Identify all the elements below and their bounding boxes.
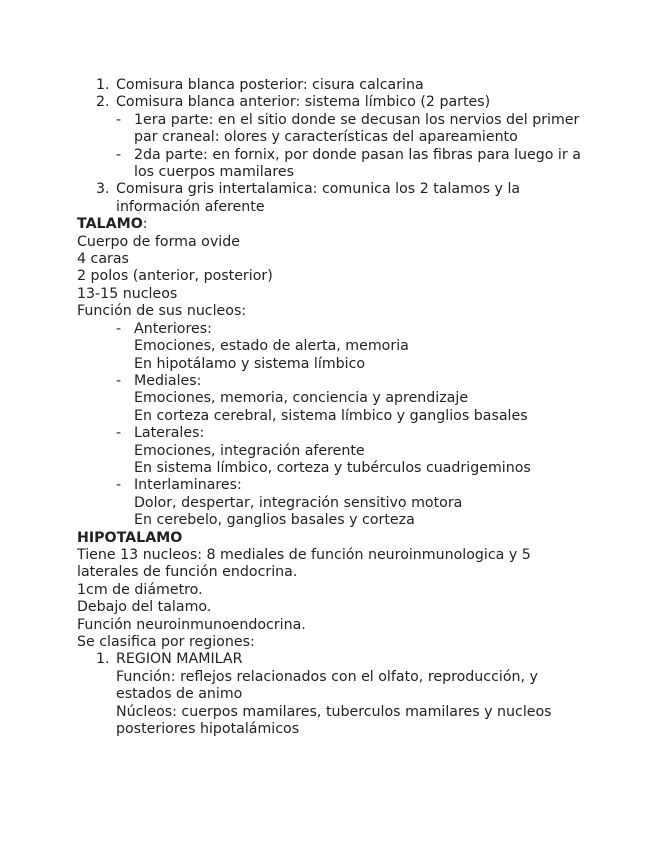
paragraph-line: 13-15 nucleos (77, 285, 178, 302)
list-item-comisura-gris (77, 181, 587, 216)
list-number: 1. (96, 651, 110, 668)
nucleus-location: En cerebelo, ganglios basales y corteza (134, 512, 415, 529)
nucleus-item-anteriores (77, 321, 587, 373)
paragraph-line: Se clasifica por regiones: (77, 634, 255, 650)
paragraph-line: 2 polos (anterior, posterior) (77, 268, 273, 285)
region-function: Función: reflejos relacionados con el olfato, reproducción, y estados de animo (116, 668, 538, 703)
dash-marker: - (116, 425, 122, 442)
nucleus-item-laterales (77, 425, 587, 477)
nucleus-item-mediales (77, 373, 587, 425)
list-item-comisura-anterior (77, 94, 587, 111)
nucleus-item-interlaminares (77, 477, 587, 529)
dash-marker: - (116, 372, 122, 389)
region-item-mamilar (77, 651, 587, 738)
nucleus-function: Emociones, memoria, conciencia y aprendizaje (134, 390, 469, 407)
dash-marker: - (116, 320, 122, 337)
nucleus-function: Emociones, integración aferente (134, 442, 365, 459)
paragraph-line: Debajo del talamo. (77, 599, 212, 616)
paragraph-line: 1cm de diámetro. (77, 581, 203, 598)
paragraph-line: Función neuroinmunoendocrina. (77, 616, 306, 633)
nucleus-function: Dolor, despertar, integración sensitivo motora (134, 494, 463, 511)
sub-list-item-primera-parte (77, 112, 587, 147)
list-number: 3. (96, 181, 110, 198)
list-item-text: Comisura gris intertalamica: comunica los 2 talamos y la información aferente (116, 181, 521, 215)
nucleus-name: Anteriores: (134, 320, 212, 337)
heading-colon: : (142, 216, 148, 233)
region-nuclei: Núcleos: cuerpos mamilares, tuberculos mamilares y nucleos posteriores hipotalámicos (116, 703, 552, 738)
nucleus-name: Interlaminares: (134, 477, 242, 494)
document-content (77, 77, 587, 738)
heading-text: TALAMO (77, 216, 143, 233)
sub-list-item-text: 1era parte: en el sitio donde se decusan los nervios del primer par craneal: olores y características del apareamiento (134, 111, 580, 146)
nucleus-function: Emociones, estado de alerta, memoria (134, 338, 409, 355)
list-item-comisura-posterior (77, 77, 587, 94)
nucleus-location: En corteza cerebral, sistema límbico y ganglios basales (134, 407, 528, 424)
dash-marker: - (116, 477, 122, 494)
dash-marker: - (116, 146, 122, 163)
list-number: 1. (96, 77, 110, 93)
sub-list-item-text: 2da parte: en fornix, por donde pasan las fibras para luego ir a los cuerpos mamilares (134, 146, 581, 181)
region-name: REGION MAMILAR (116, 651, 243, 668)
sub-list-item-segunda-parte (77, 147, 587, 182)
list-number: 2. (96, 94, 110, 111)
nucleus-location: En hipotálamo y sistema límbico (134, 355, 366, 372)
nucleus-location: En sistema límbico, corteza y tubérculos cuadrigeminos (134, 459, 531, 476)
paragraph-line: 4 caras (77, 251, 129, 268)
list-item-text: Comisura blanca posterior: cisura calcarina (116, 77, 424, 93)
nucleus-name: Mediales: (134, 372, 202, 389)
section-heading-hipotalamo: HIPOTALAMO (77, 529, 183, 546)
section-heading-talamo (77, 216, 587, 233)
paragraph-line: Cuerpo de forma ovide (77, 233, 240, 250)
paragraph-line: Función de sus nucleos: (77, 303, 247, 320)
paragraph-line: Tiene 13 nucleos: 8 mediales de función neuroinmunologica y 5 laterales de función endocrina. (77, 546, 531, 581)
list-item-text: Comisura blanca anterior: sistema límbico (2 partes) (116, 94, 491, 111)
dash-marker: - (116, 111, 122, 128)
nucleus-name: Laterales: (134, 425, 205, 442)
